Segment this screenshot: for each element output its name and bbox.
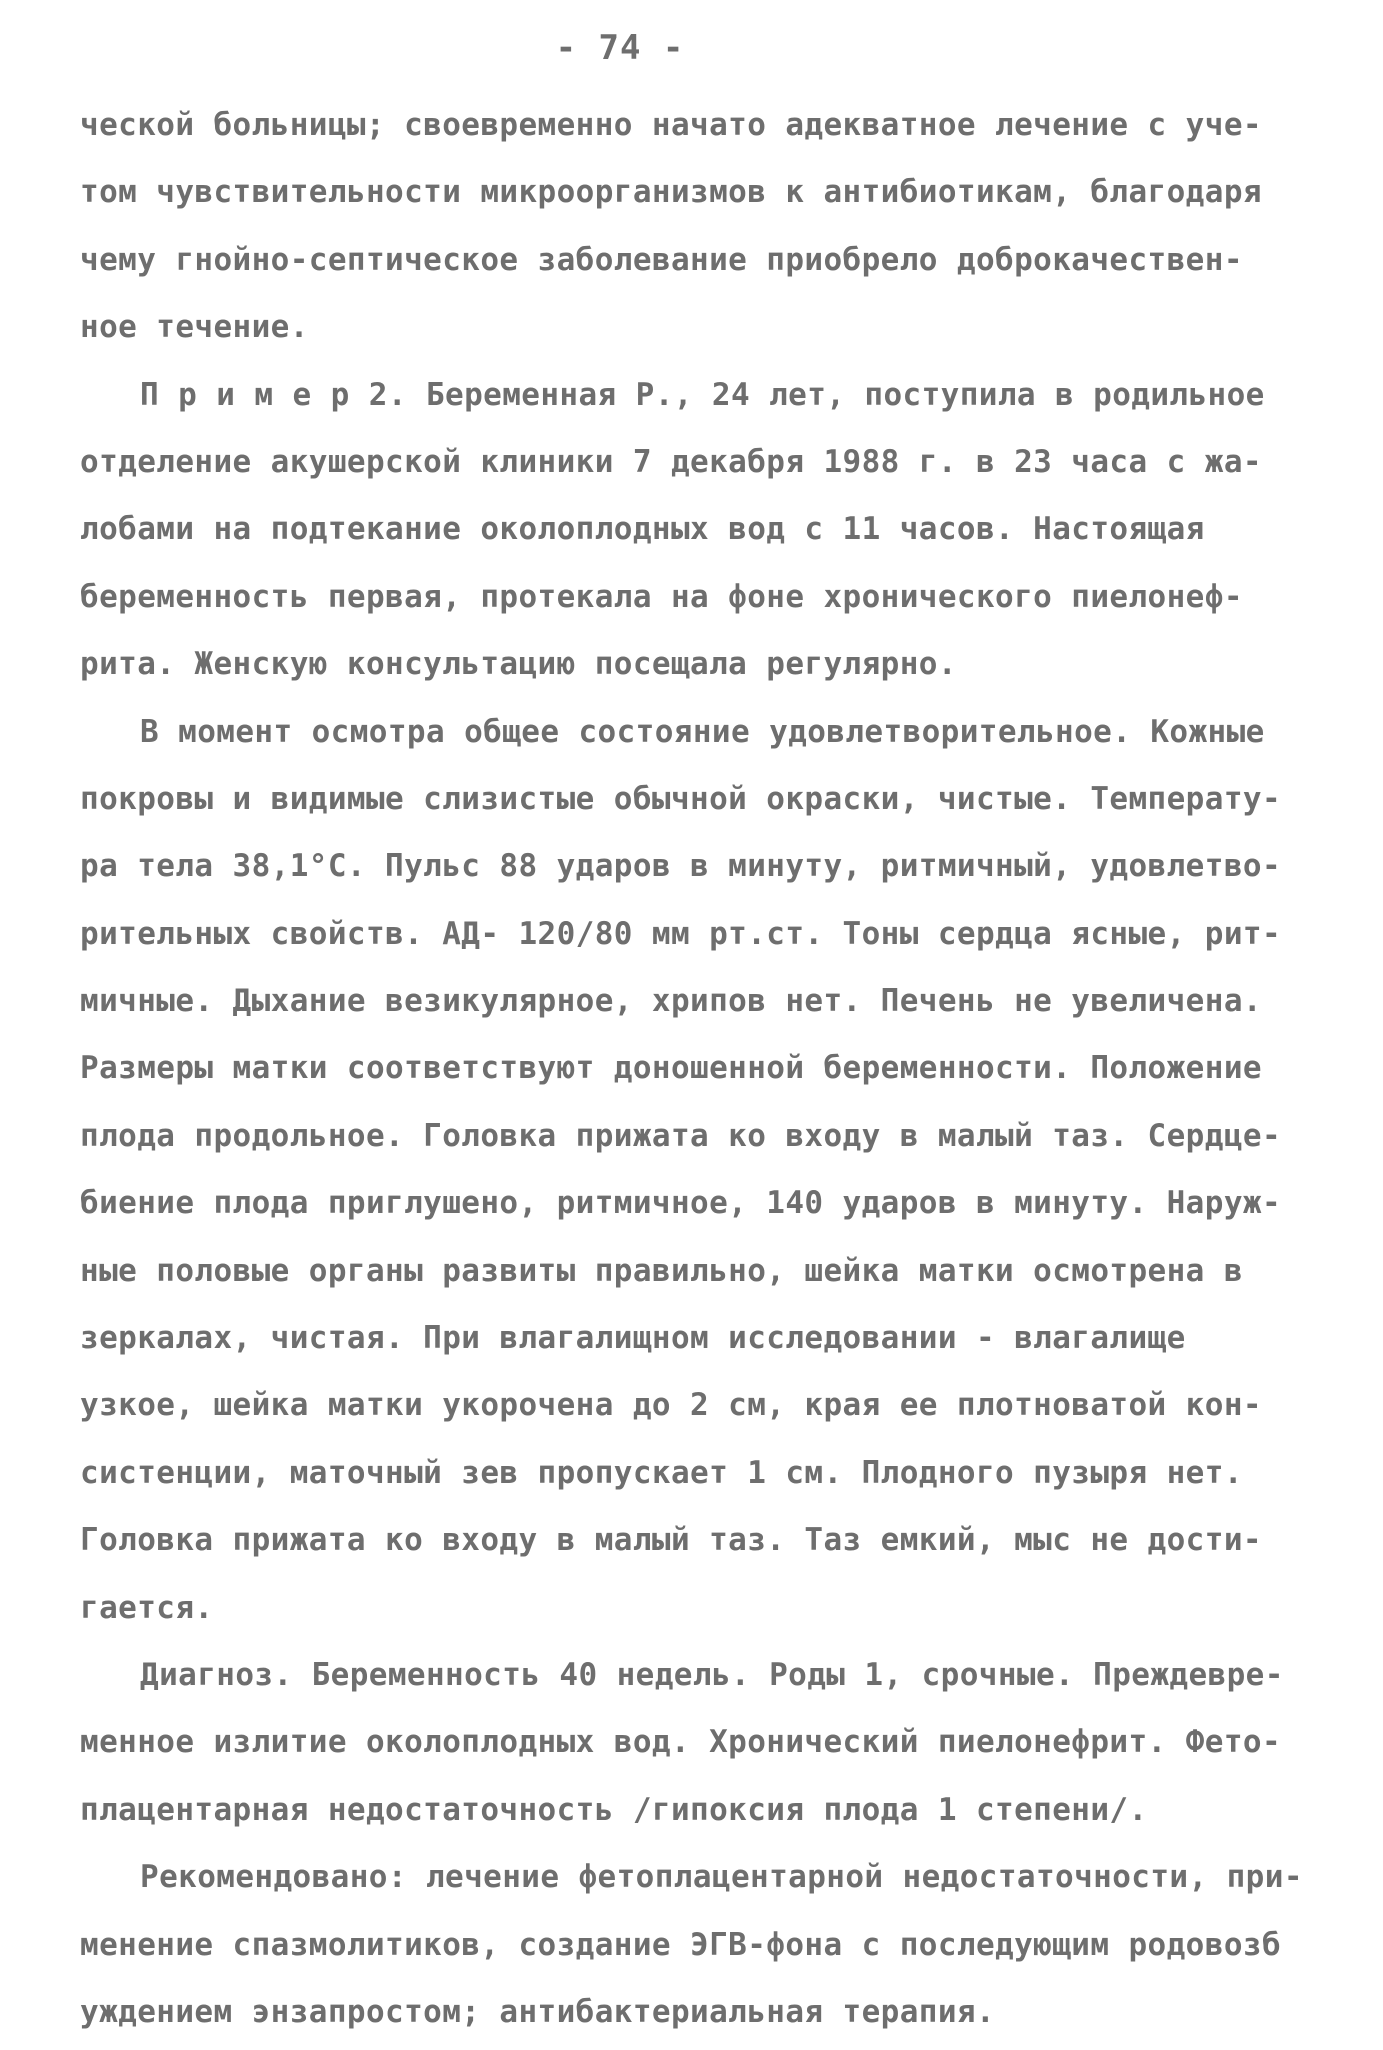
text-line: Диагноз. Беременность 40 недель. Роды 1, срочные. Преждевре- bbox=[140, 1656, 1284, 1693]
body-text bbox=[80, 92, 1310, 2046]
text-line: ческой больницы; своевременно начато адекватное лечение с уче- bbox=[80, 107, 1262, 143]
text-line: ное течение. bbox=[80, 309, 309, 346]
text-line: гается. bbox=[80, 1589, 214, 1626]
text-line: покровы и видимые слизистые обычной окраски, чистые. Температу- bbox=[80, 780, 1282, 817]
text-line: плода продольное. Головка прижата ко входу в малый таз. Сердце- bbox=[80, 1117, 1282, 1154]
text-line: зеркалах, чистая. При влагалищном исследовании - влагалище bbox=[80, 1320, 1186, 1357]
page-number: - 74 - bbox=[555, 28, 685, 68]
text-line: биение плода приглушено, ритмичное, 140 ударов в минуту. Наруж- bbox=[80, 1185, 1282, 1222]
text-line: уждением энзапростом; антибактериальная терапия. bbox=[80, 1993, 996, 2030]
text-line: В момент осмотра общее состояние удовлетворительное. Кожные bbox=[140, 713, 1265, 750]
text-line: чему гнойно-септическое заболевание приобрело доброкачествен- bbox=[80, 241, 1243, 278]
text-line: узкое, шейка матки укорочена до 2 см, края ее плотноватой кон- bbox=[80, 1387, 1262, 1424]
text-line: лобами на подтекание околоплодных вод с 11 часов. Настоящая bbox=[80, 511, 1205, 548]
text-line: мичные. Дыхание везикулярное, хрипов нет. Печень не увеличена. bbox=[80, 983, 1262, 1020]
text-line: рита. Женскую консультацию посещала регулярно. bbox=[80, 646, 957, 683]
text-line: П р и м е р 2. Беременная Р., 24 лет, поступила в родильное bbox=[140, 376, 1265, 413]
text-line: Головка прижата ко входу в малый таз. Таз емкий, мыс не дости- bbox=[80, 1522, 1262, 1559]
text-line: Рекомендовано: лечение фетоплацентарной недостаточности, при- bbox=[140, 1859, 1303, 1896]
text-line: отделение акушерской клиники 7 декабря 1988 г. в 23 часа с жа- bbox=[80, 443, 1262, 480]
text-line: ра тела 38,1°С. Пульс 88 ударов в минуту, ритмичный, удовлетво- bbox=[80, 848, 1282, 885]
text-line: плацентарная недостаточность /гипоксия плода 1 степени/. bbox=[80, 1791, 1148, 1828]
text-line: менное излитие околоплодных вод. Хронический пиелонефрит. Фето- bbox=[80, 1724, 1282, 1761]
text-line: менение спазмолитиков, создание ЭГВ-фона с последующим родовозб bbox=[80, 1926, 1282, 1963]
text-line: Размеры матки соответствуют доношенной беременности. Положение bbox=[80, 1050, 1262, 1087]
text-line: том чувствительности микроорганизмов к антибиотикам, благодаря bbox=[80, 174, 1262, 211]
text-line: рительных свойств. АД- 120/80 мм рт.ст. Тоны сердца ясные, рит- bbox=[80, 915, 1282, 952]
text-line: беременность первая, протекала на фоне хронического пиелонеф- bbox=[80, 578, 1243, 615]
text-line: систенции, маточный зев пропускает 1 см. Плодного пузыря нет. bbox=[80, 1454, 1243, 1491]
text-line: ные половые органы развиты правильно, шейка матки осмотрена в bbox=[80, 1252, 1243, 1289]
